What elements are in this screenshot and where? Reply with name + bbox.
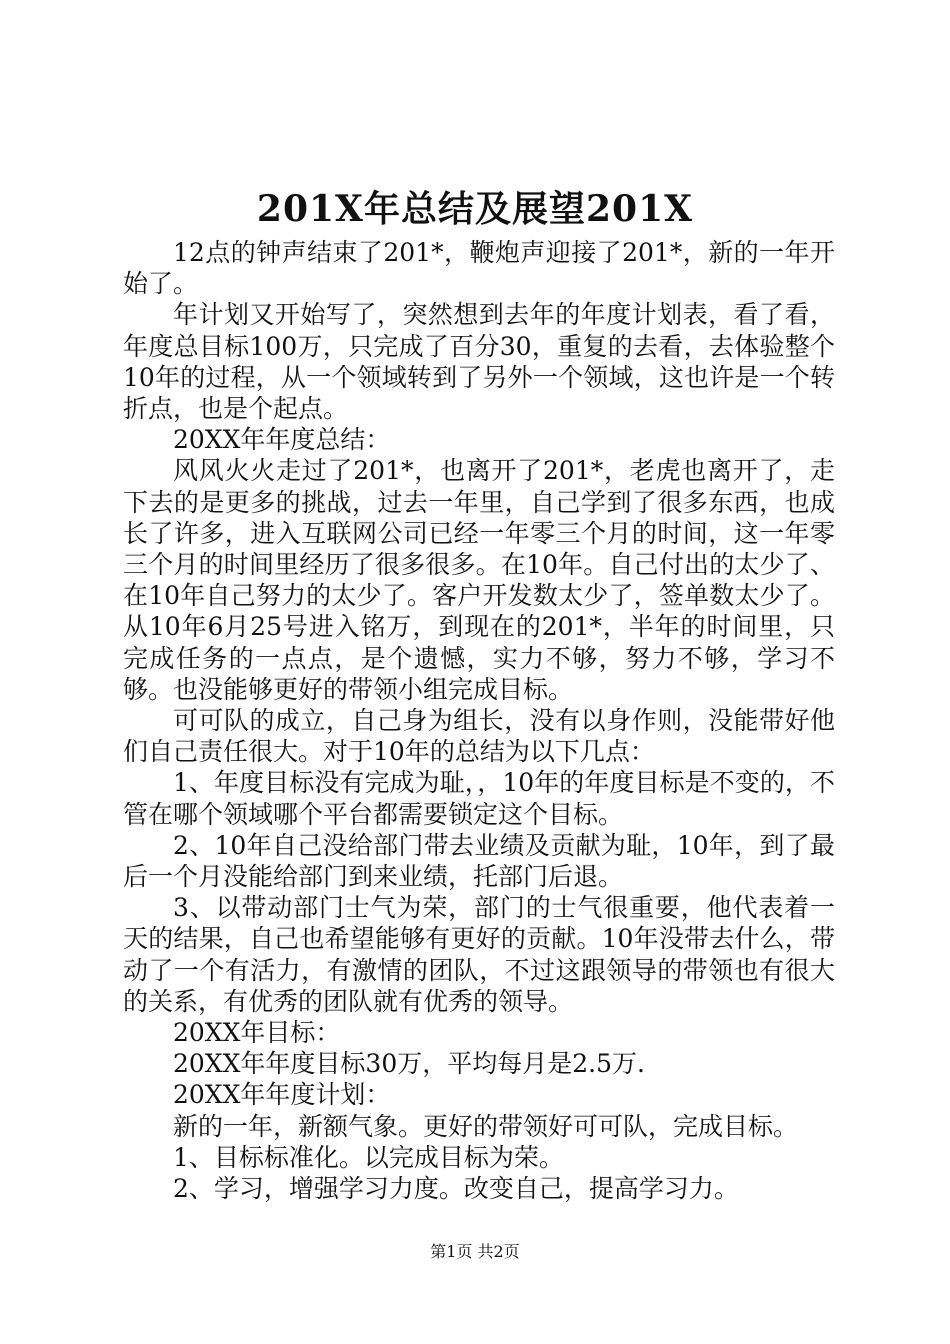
list-item: 3、以带动部门士气为荣，部门的士气很重要，他代表着一天的结果，自己也希望能够有更好的贡献。10年没带去什么，带动了一个有活力，有激情的团队，不过这跟领导的带领也有很大的关系，有优秀的团队就有优秀的领导。 bbox=[123, 893, 835, 1016]
paragraph: 可可队的成立，自己身为组长，没有以身作则，没能带好他们自己责任很大。对于10年的总结为以下几点： bbox=[123, 706, 835, 767]
paragraph: 风风火火走过了201*，也离开了201*，老虎也离开了，走下去的是更多的挑战，过去一年里，自己学到了很多东西，也成长了许多，进入互联网公司已经一年零三个月的时间，这一年零三个月的时间里经历了很多很多。在10年。自己付出的太少了、在10年自己努力的太少了。客户开发数太少了，签单数太少了。从10年6月25号进入铭万，到现在的201*，半年的时间里，只完成任务的一点点，是个遗憾，实力不够，努力不够，学习不够。也没能够更好的带领小组完成目标。 bbox=[123, 456, 835, 704]
section-heading: 20XX年年度计划： bbox=[173, 1080, 391, 1110]
section-heading: 20XX年目标： bbox=[173, 1018, 341, 1048]
list-item: 1、目标标准化。以完成目标为荣。 bbox=[173, 1142, 564, 1172]
page-number-footer: 第1页 共2页 bbox=[430, 1242, 520, 1261]
document-body bbox=[123, 237, 835, 1204]
paragraph: 20XX年年度目标30万，平均每月是2.5万. bbox=[173, 1049, 645, 1079]
list-item: 2、学习，增强学习力度。改变自己，提高学习力。 bbox=[173, 1174, 739, 1204]
paragraph: 年计划又开始写了，突然想到去年的年度计划表，看了看，年度总目标100万，只完成了百分30，重复的去看，去体验整个10年的过程，从一个领域转到了另外一个领域，这也许是一个转折点，也是个起点。 bbox=[123, 300, 835, 424]
list-item: 1、年度目标没有完成为耻，，10年的年度目标是不变的，不管在哪个领域哪个平台都需要锁定这个目标。 bbox=[123, 768, 835, 829]
paragraph: 新的一年，新额气象。更好的带领好可可队，完成目标。 bbox=[173, 1111, 799, 1141]
list-item: 2、10年自己没给部门带去业绩及贡献为耻，10年，到了最后一个月没能给部门到来业绩，托部门后退。 bbox=[123, 830, 835, 892]
section-heading: 20XX年年度总结： bbox=[173, 425, 391, 455]
document-title: 201X年总结及展望201X bbox=[256, 188, 694, 230]
paragraph: 12点的钟声结束了201*，鞭炮声迎接了201*，新的一年开始了。 bbox=[123, 238, 835, 299]
